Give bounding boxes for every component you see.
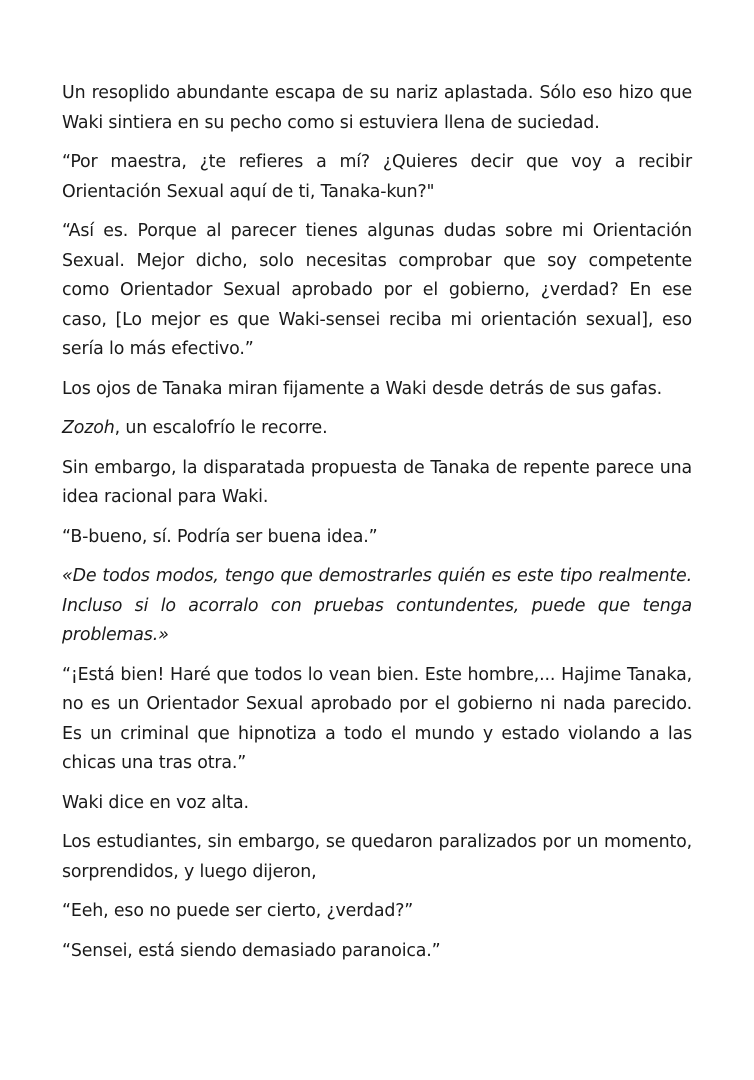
paragraph: “Sensei, está siendo demasiado paranoica.”	[62, 940, 441, 961]
paragraph: Un resoplido abundante escapa de su nariz aplastada. Sólo eso hizo que Waki sintiera en su pecho como si estuviera llena de suciedad.	[62, 83, 692, 133]
paragraph: “Así es. Porque al parecer tienes algunas dudas sobre mi Orientación Sexual. Mejor dicho, solo necesitas comprobar que soy competente como Orientador Sexual aprobado por el gobierno, ¿verdad? En ese caso, [Lo mejor es que Waki-sensei reciba mi orientación sexual], eso sería lo más efectivo.”	[62, 221, 692, 359]
paragraph: “Eeh, eso no puede ser cierto, ¿verdad?”	[62, 901, 414, 921]
paragraph: “Por maestra, ¿te refieres a mí? ¿Quieres decir que voy a recibir Orientación Sexual aquí de ti, Tanaka-kun?"	[62, 152, 692, 202]
thought-paragraph: «De todos modos, tengo que demostrarles quién es este tipo realmente. Incluso si lo acorralo con pruebas contundentes, puede que tenga problemas.»	[62, 566, 692, 645]
paragraph: Sin embargo, la disparatada propuesta de Tanaka de repente parece una idea racional para Waki.	[62, 457, 692, 507]
document-page	[62, 79, 692, 976]
paragraph: “B-bueno, sí. Podría ser buena idea.”	[62, 526, 378, 547]
sound-effect: Zozoh	[62, 418, 115, 438]
paragraph: Los ojos de Tanaka miran fijamente a Waki desde detrás de sus gafas.	[62, 378, 663, 399]
paragraph-text: , un escalofrío le recorre.	[114, 418, 328, 438]
paragraph: Los estudiantes, sin embargo, se quedaron paralizados por un momento, sorprendidos, y luego dijeron,	[62, 832, 692, 882]
paragraph: “¡Está bien! Haré que todos lo vean bien. Este hombre,... Hajime Tanaka, no es un Orientador Sexual aprobado por el gobierno ni nada parecido. Es un criminal que hipnotiza a todo el mundo y estado violando a las chicas una tras otra.”	[62, 664, 692, 773]
paragraph: Waki dice en voz alta.	[62, 792, 249, 813]
paragraph	[62, 414, 692, 444]
